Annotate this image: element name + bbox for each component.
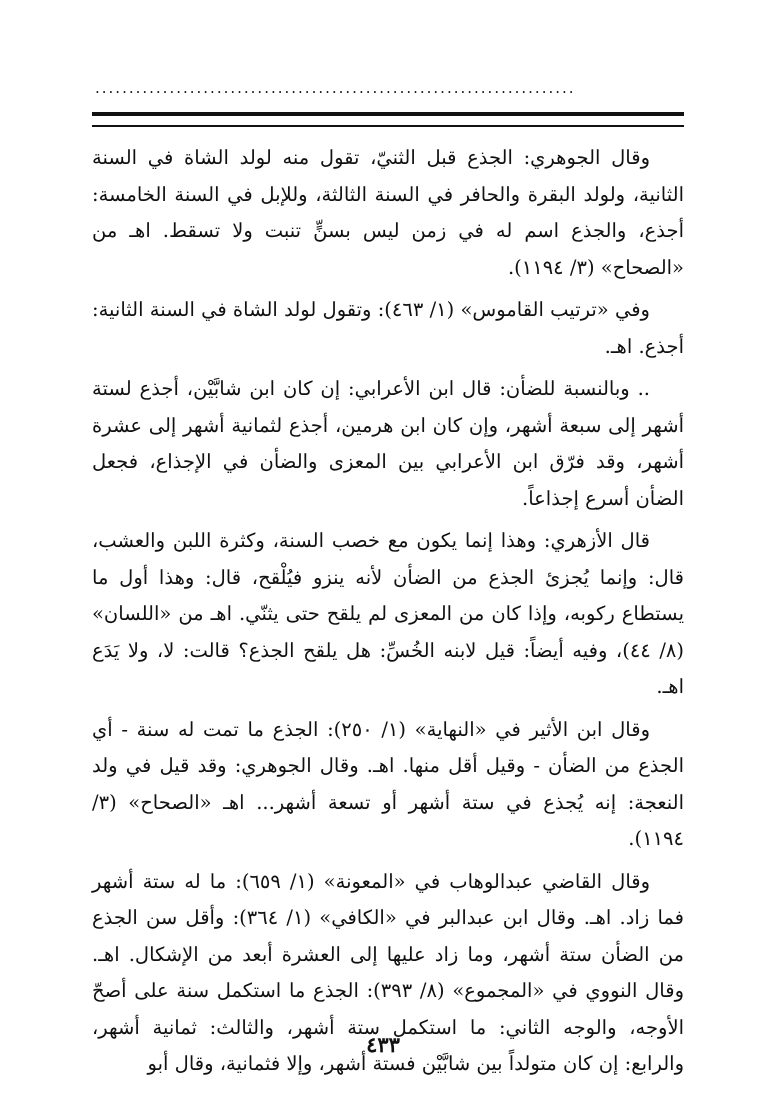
paragraph-ibn-athir: وقال ابن الأثير في «النهاية» (١/ ٢٥٠): الجذع ما تمت له سنة - أي الجذع من الضأن - وقيل أقل منها. اهـ. وقال الجوهري: وقد قيل في ولد النعجة: إنه يُجذع في ستة أشهر أو تسعة أشهر... اهـ «الصحاح» (٣/ ١١٩٤). [92,717,684,850]
header-rule-thin [92,125,684,127]
paragraph-azhari: قال الأزهري: وهذا إنما يكون مع خصب السنة، وكثرة اللبن والعشب، قال: وإنما يُجزئ الجذع من الضأن لأنه ينزو فيُلْقح، قال: وهذا أول ما يستطاع ركوبه، وإذا كان من المعزى لم يلقح حتى يثنّي. اهـ من «اللسان» (٨/ ٤٤)، وفيه أيضاً: قيل لابنه الخُسِّ: هل يلقح الجذع؟ قالت: لا، ولا يَدَع اهـ. [92,529,684,698]
paragraph-jawhari: وقال الجوهري: الجذع قبل الثنيّ، تقول منه لولد الشاة في السنة الثانية، ولولد البقرة والحافر في السنة الثالثة، وللإبل في السنة الخامسة: أجذع، والجذع اسم له في زمن ليس بسنٍّ تنبت ولا تسقط. اهـ من «الصحاح» (٣/ ١١٩٤). [92,146,684,279]
paragraph-ibn-arabi: .. وبالنسبة للضأن: قال ابن الأعرابي: إن كان ابن شابَّيْن، أجذع لستة أشهر إلى سبعة أشهر، وإن كان ابن هرمين، أجذع لثمانية أشهر إلى عشرة أشهر، وقد فرّق ابن الأعرابي بين المعزى والضأن في الإجذاع، فجعل الضأن أسرع إجذاعاً. [92,377,684,510]
header-dotted-line: ....................................................................... [95,80,576,96]
header-rule-thick [92,112,684,116]
page-number: ٤٣٣ [366,1032,400,1057]
paragraph-qamus: وفي «ترتيب القاموس» (١/ ٤٦٣): وتقول لولد الشاة في السنة الثانية: أجذع. اهـ. [92,298,684,358]
page-body [92,140,684,1089]
paragraph-abdulwahhab: وقال القاضي عبدالوهاب في «المعونة» (١/ ٦٥٩): ما له ستة أشهر فما زاد. اهـ. وقال ابن عبدالبر في «الكافي» (١/ ٣٦٤): وأقل سن الجذع من الضأن ستة أشهر، وما زاد عليها إلى العشرة أبعد من الإشكال. اهـ. وقال النووي في «المجموع» (٨/ ٣٩٣): الجذع ما استكمل سنة على أصحّ الأوجه، والوجه الثاني: ما استكمل ستة أشهر، والثالث: ثمانية أشهر، والرابع: إن كان متولداً بين شابَّيْن فستة أشهر، وإلا فثمانية، وقال أبو [92,869,685,1075]
